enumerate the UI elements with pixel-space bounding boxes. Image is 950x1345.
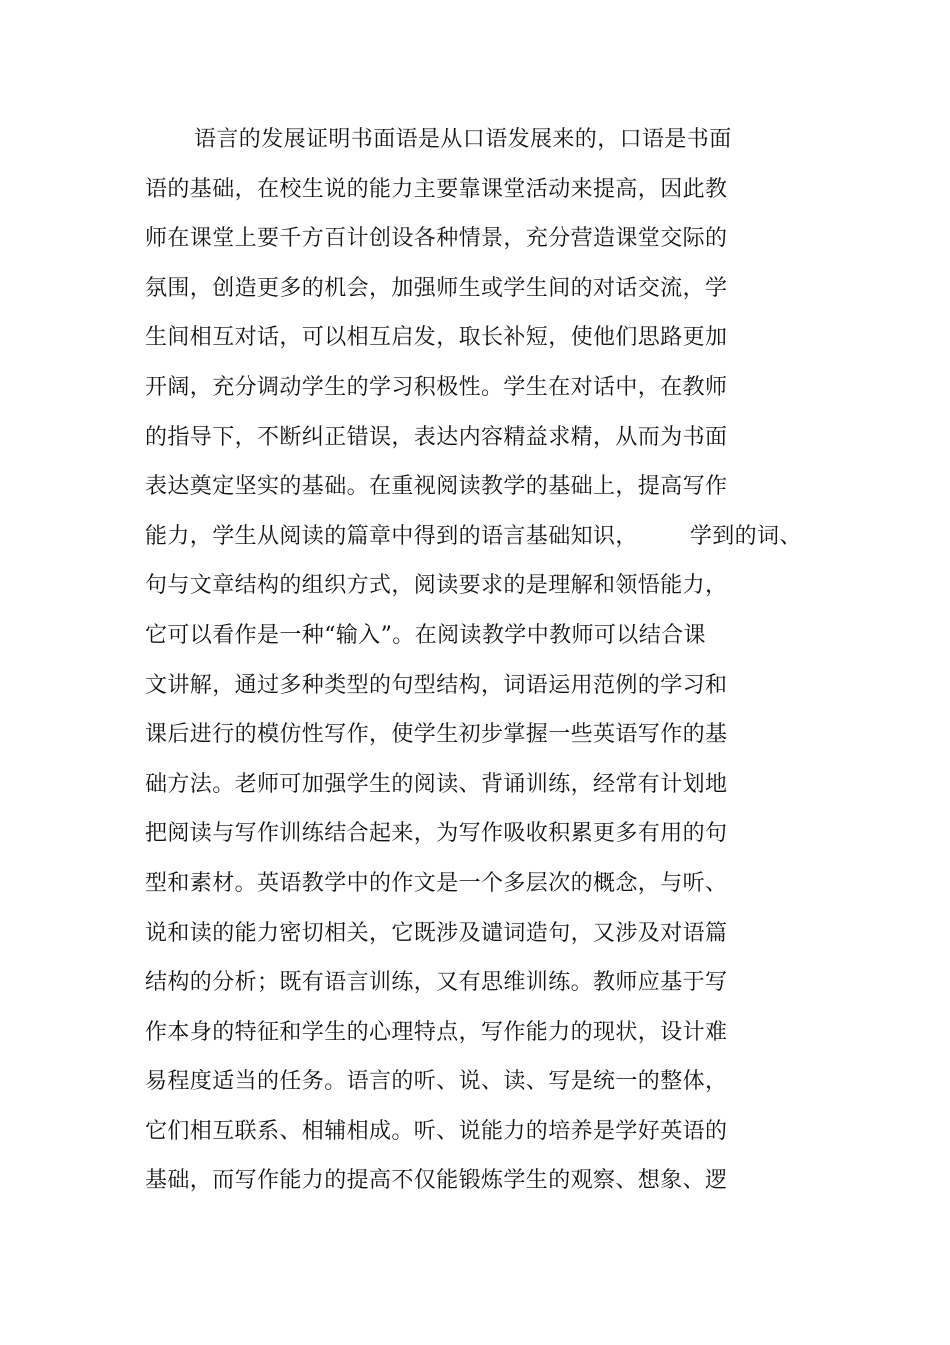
- text-line: 文讲解，通过多种类型的句型结构，词语运用范例的学习和: [145, 672, 728, 698]
- text-line: 基础，而写作能力的提高不仅能锻炼学生的观察、想象、逻: [145, 1168, 728, 1194]
- text-line-head: 能力，学生从阅读的篇章中得到的语言基础知识，: [145, 523, 638, 549]
- text-line: 它们相互联系、相辅相成。听、说能力的培养是学好英语的: [145, 1118, 728, 1144]
- text-line: 把阅读与写作训练结合起来，为写作吸收积累更多有用的句: [145, 821, 728, 847]
- text-line: 课后进行的模仿性写作，使学生初步掌握一些英语写作的基: [145, 722, 728, 748]
- text-line: 易程度适当的任务。语言的听、说、读、写是统一的整体，: [145, 1069, 728, 1095]
- text-line: 它可以看作是一种“输入”。在阅读教学中教师可以结合课: [145, 622, 706, 648]
- text-line: 语言的发展证明书面语是从口语发展来的，口语是书面: [194, 127, 732, 152]
- body-paragraph: [145, 122, 845, 1213]
- text-line: 结构的分析；既有语言训练，又有思维训练。教师应基于写: [145, 970, 728, 996]
- text-line-tail: 学到的词、: [689, 523, 802, 549]
- text-line: 师在课堂上要千方百计创设各种情景，充分营造课堂交际的: [145, 226, 728, 252]
- text-line: 氛围，创造更多的机会，加强师生或学生间的对话交流，学: [145, 275, 728, 301]
- text-line: 表达奠定坚实的基础。在重视阅读教学的基础上，提高写作: [145, 474, 728, 500]
- text-line: 型和素材。英语教学中的作文是一个多层次的概念，与听、: [145, 870, 728, 896]
- text-line: 开阔，充分调动学生的学习积极性。学生在对话中，在教师: [145, 374, 728, 400]
- text-line: 作本身的特征和学生的心理特点，写作能力的现状，设计难: [145, 1019, 728, 1045]
- text-line: 语的基础，在校生说的能力主要靠课堂活动来提高，因此教: [145, 176, 728, 202]
- text-line: 础方法。老师可加强学生的阅读、背诵训练，经常有计划地: [145, 771, 728, 797]
- text-line: 生间相互对话，可以相互启发，取长补短，使他们思路更加: [145, 325, 728, 351]
- text-line: 的指导下，不断纠正错误，表达内容精益求精，从而为书面: [145, 424, 728, 450]
- text-line: 句与文章结构的组织方式，阅读要求的是理解和领悟能力，: [145, 573, 728, 599]
- text-line-split: [145, 519, 845, 569]
- text-line: 说和读的能力密切相关，它既涉及谴词造句，又涉及对语篇: [145, 920, 728, 946]
